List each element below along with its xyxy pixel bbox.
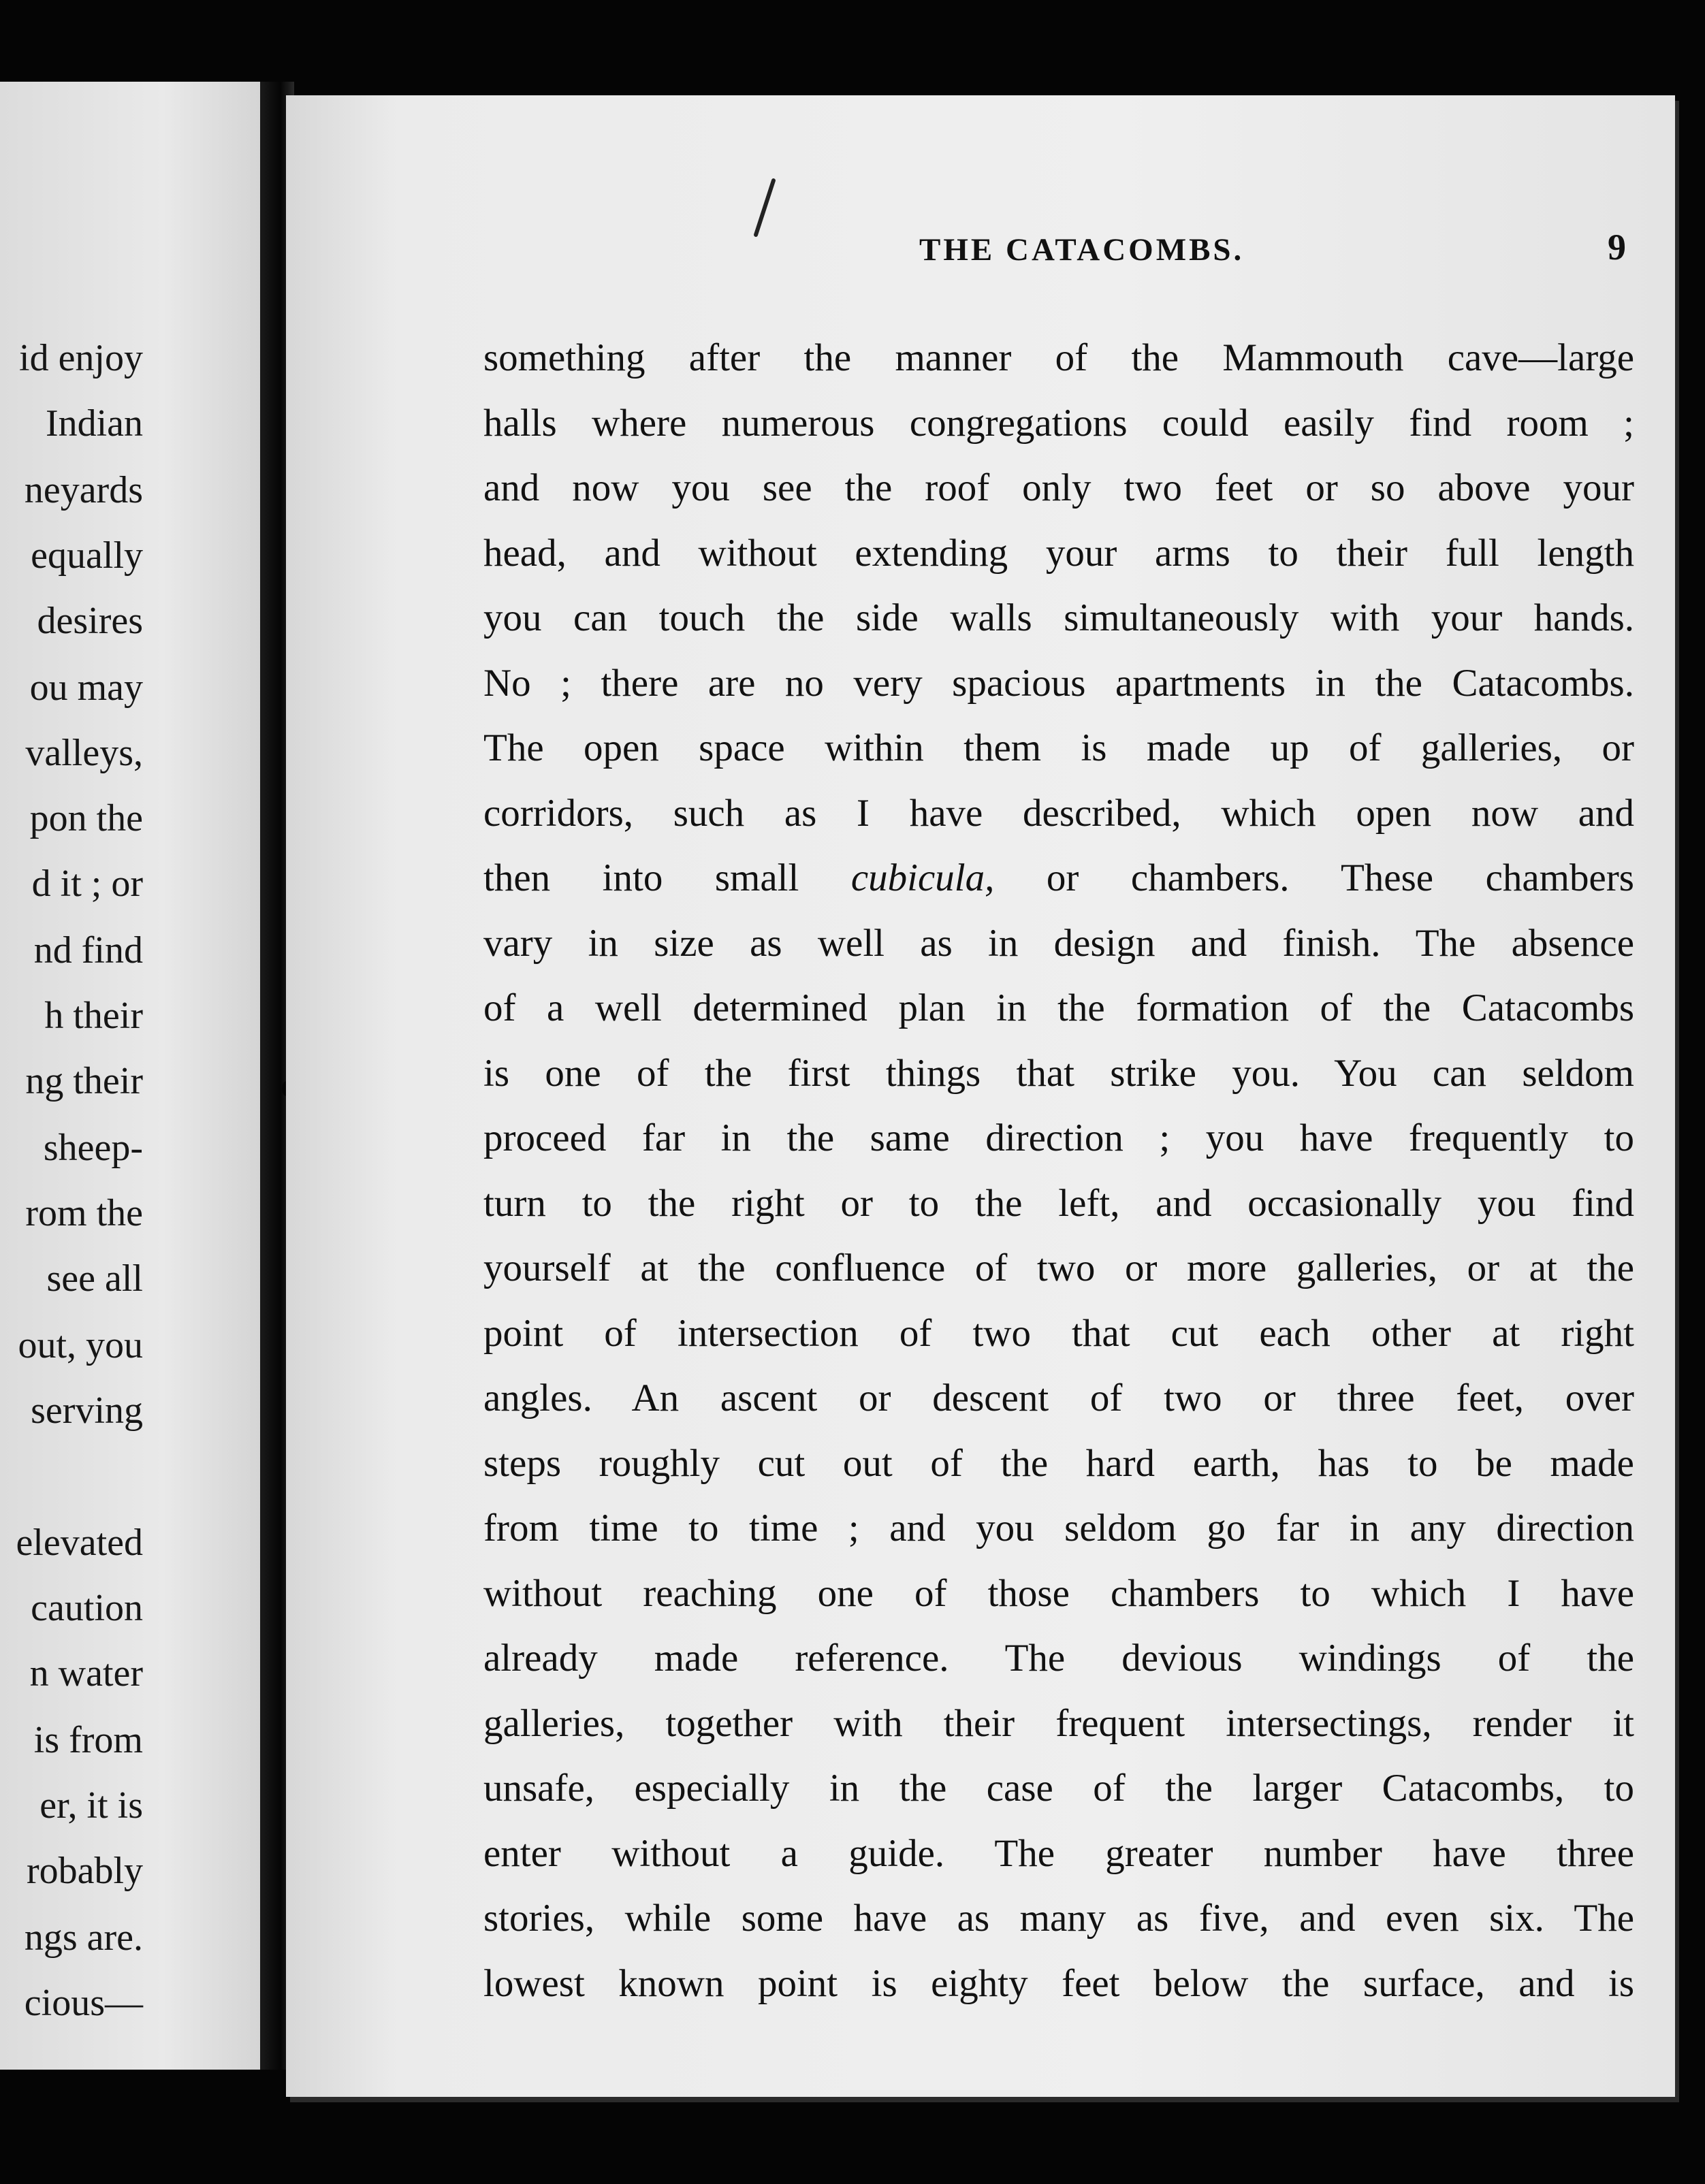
text-line: steps roughly cut out of the hard earth, has to be made [483,1441,1634,1485]
text-line: angles. An ascent or descent of two or three feet, over [483,1377,1634,1419]
left-page-line: ngs are. [24,1916,143,1959]
left-page-line: robably [26,1850,143,1892]
text-line: point of intersection of two that cut each other at right [483,1311,1634,1355]
left-page-line: h their [44,995,143,1037]
left-page-line: sheep- [43,1127,143,1169]
text-line: lowest known point is eighty feet below the surface, and is [483,1961,1634,2005]
right-page [286,95,1675,2097]
left-page-line: equally [31,534,143,577]
text-line: turn to the right or to the left, and occasionally you find [483,1181,1634,1225]
text-line: head, and without extending your arms to their full length [483,531,1634,575]
text-line: of a well determined plan in the formation of the Catacombs [483,986,1634,1029]
text-line: No ; there are no very spacious apartments in the Catacombs. [483,661,1634,705]
text-line: vary in size as well as in design and finish. The absence [483,921,1634,965]
left-page-line: Indian [45,402,143,445]
text-line: from time to time ; and you seldom go far in any direction [483,1507,1634,1549]
left-page-line: d it ; or [31,863,143,905]
text-line: The open space within them is made up of galleries, or [483,726,1634,769]
left-page-line: n water [29,1652,143,1695]
text-line: already made reference. The devious windings of the [483,1637,1634,1680]
left-page-line: rom the [25,1192,143,1234]
text-line: you can touch the side walls simultaneously with your hands. [483,596,1634,639]
left-page-line: elevated [16,1522,143,1564]
left-page-line: serving [31,1390,143,1432]
text-line: enter without a guide. The greater number have three [483,1831,1634,1875]
text-line: then into small cubicula, or chambers. These chambers [483,856,1634,899]
left-page-fragment [0,82,272,2070]
body-text [483,325,1634,2016]
left-page-line: is from [33,1719,143,1761]
text-line: yourself at the confluence of two or more galleries, or at the [483,1247,1634,1289]
text-line: halls where numerous congregations could easily find room ; [483,401,1634,445]
left-page-line: pon the [29,797,143,839]
left-page-line: er, it is [39,1784,143,1827]
text-line: stories, while some have as many as five, and even six. The [483,1897,1634,1940]
left-page-line: id enjoy [19,337,143,379]
text-line: and now you see the roof only two feet or so above your [483,466,1634,509]
left-page-line: desires [37,600,143,642]
left-page-line: caution [31,1587,143,1629]
left-page-line: nd find [33,929,143,971]
text-line: unsafe, especially in the case of the larger Catacombs, to [483,1767,1634,1810]
left-page-line: ng their [25,1060,143,1102]
text-line: something after the manner of the Mammouth cave—large [483,336,1634,379]
left-page-line: neyards [24,469,143,511]
text-line: galleries, together with their frequent intersectings, render it [483,1701,1634,1745]
text-line: is one of the first things that strike you. You can seldom [483,1051,1634,1095]
left-page-line: ou may [29,667,143,709]
left-page-line: valleys, [25,732,143,774]
running-head: THE CATACOMBS. [919,232,1245,268]
text-line: proceed far in the same direction ; you have frequently to [483,1117,1634,1159]
page-number: 9 [1608,227,1626,268]
pen-stroke-mark [753,178,776,237]
left-page-line: out, you [18,1324,143,1366]
left-page-line: see all [46,1257,143,1300]
text-line: without reaching one of those chambers to which I have [483,1571,1634,1615]
text-line: corridors, such as I have described, which open now and [483,791,1634,835]
left-page-line: cious— [24,1982,143,2024]
